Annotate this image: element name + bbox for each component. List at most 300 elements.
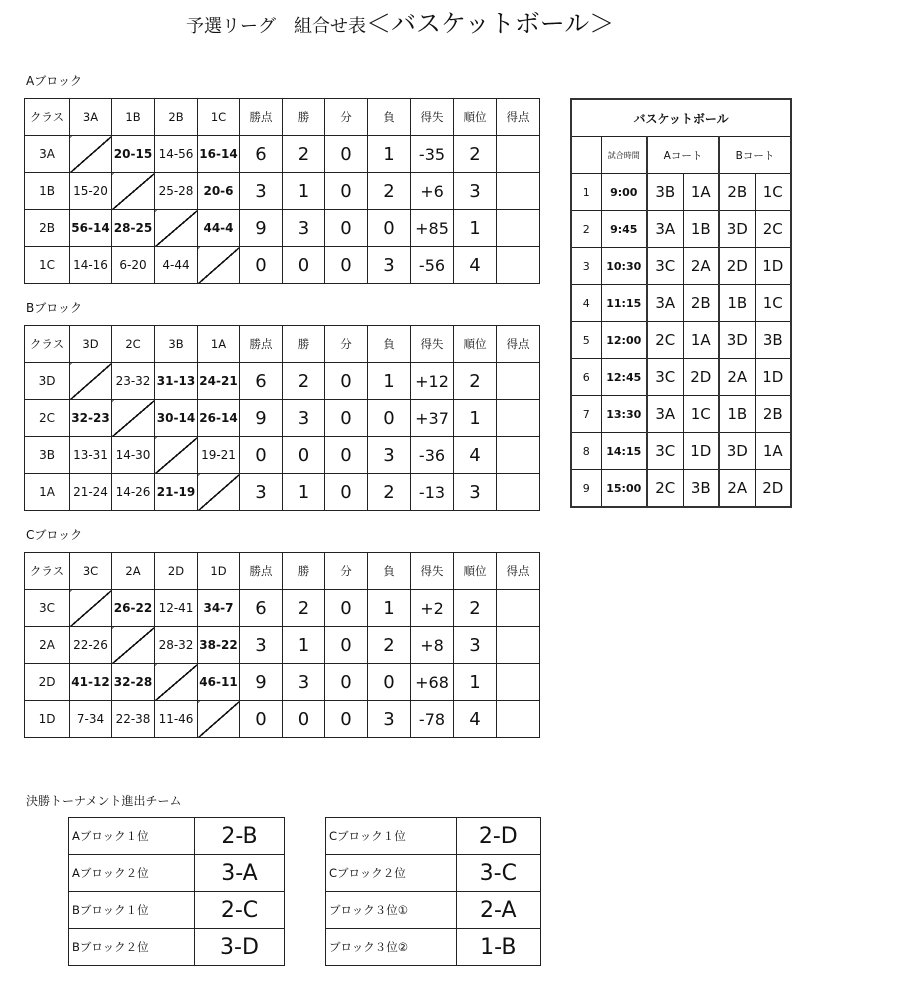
header-stat: 分 <box>325 326 368 363</box>
diff-cell: +37 <box>411 400 454 437</box>
match-score: 14-30 <box>112 437 155 474</box>
draws-cell: 0 <box>325 590 368 627</box>
score-cell <box>497 247 540 284</box>
game-number: 1 <box>571 174 601 211</box>
wins-cell: 2 <box>283 136 325 173</box>
losses-cell: 0 <box>368 400 411 437</box>
diff-cell: -35 <box>411 136 454 173</box>
row-class: 3A <box>25 136 70 173</box>
match-score: 22-26 <box>70 627 112 664</box>
header-team: 3D <box>70 326 112 363</box>
header-team: 2B <box>155 99 198 136</box>
table-row <box>25 210 540 247</box>
finals-team: 2-C <box>195 892 285 929</box>
score-cell <box>497 664 540 701</box>
court-a-team-1: 3C <box>647 248 683 285</box>
rank-cell: 3 <box>454 627 497 664</box>
losses-cell: 2 <box>368 173 411 210</box>
match-score: 25-28 <box>155 173 198 210</box>
match-score: 20-15 <box>112 136 155 173</box>
diff-cell: -56 <box>411 247 454 284</box>
draws-cell: 0 <box>325 363 368 400</box>
draws-cell: 0 <box>325 474 368 511</box>
game-time: 15:00 <box>601 470 647 508</box>
title-main: 予選リーグ 組合せ表 <box>186 16 366 37</box>
league-table <box>24 552 540 738</box>
losses-cell: 1 <box>368 590 411 627</box>
table-row <box>25 363 540 400</box>
row-class: 2A <box>25 627 70 664</box>
game-number: 8 <box>571 433 601 470</box>
diagonal-cell <box>155 664 198 701</box>
wins-cell: 2 <box>283 590 325 627</box>
game-time: 11:15 <box>601 285 647 322</box>
schedule-row <box>571 322 791 359</box>
wins-cell: 0 <box>283 247 325 284</box>
points-cell: 9 <box>240 400 283 437</box>
court-b-header: Bコート <box>719 137 791 174</box>
court-b-team-1: 2B <box>719 174 755 211</box>
table-row <box>25 173 540 210</box>
header-team: 3C <box>70 553 112 590</box>
header-team: 2A <box>112 553 155 590</box>
score-cell <box>497 590 540 627</box>
court-a-team-1: 3A <box>647 285 683 322</box>
finals-team: 2-B <box>195 818 285 855</box>
score-cell <box>497 136 540 173</box>
score-cell <box>497 400 540 437</box>
game-time: 9:00 <box>601 174 647 211</box>
diagonal-cell <box>112 627 155 664</box>
losses-cell: 3 <box>368 437 411 474</box>
header-stat: 順位 <box>454 326 497 363</box>
losses-cell: 2 <box>368 474 411 511</box>
points-cell: 3 <box>240 627 283 664</box>
diff-cell: +68 <box>411 664 454 701</box>
header-stat: 得点 <box>497 326 540 363</box>
court-b-team-2: 2D <box>755 470 791 508</box>
match-score: 7-34 <box>70 701 112 738</box>
schedule-time-header: 試合時間 <box>601 137 647 174</box>
header-stat: 勝 <box>283 99 325 136</box>
court-a-header: Aコート <box>647 137 719 174</box>
diff-cell: -78 <box>411 701 454 738</box>
wins-cell: 0 <box>283 701 325 738</box>
finals-position: Bブロック１位 <box>69 892 195 929</box>
finals-position: Bブロック２位 <box>69 929 195 966</box>
diff-cell: +85 <box>411 210 454 247</box>
wins-cell: 1 <box>283 627 325 664</box>
schedule-row <box>571 248 791 285</box>
rank-cell: 1 <box>454 664 497 701</box>
court-b-team-1: 2D <box>719 248 755 285</box>
court-a-team-2: 2D <box>683 359 719 396</box>
court-b-team-2: 3B <box>755 322 791 359</box>
match-score: 14-26 <box>112 474 155 511</box>
draws-cell: 0 <box>325 173 368 210</box>
diagonal-cell <box>70 590 112 627</box>
header-stat: 勝点 <box>240 553 283 590</box>
draws-cell: 0 <box>325 210 368 247</box>
diagonal-cell <box>112 400 155 437</box>
schedule-title-row <box>571 99 791 137</box>
finals-row <box>69 818 285 855</box>
rank-cell: 2 <box>454 136 497 173</box>
row-class: 3B <box>25 437 70 474</box>
row-class: 1A <box>25 474 70 511</box>
match-score: 31-13 <box>155 363 198 400</box>
rank-cell: 1 <box>454 400 497 437</box>
block-label: Bブロック <box>26 301 82 315</box>
schedule-row <box>571 174 791 211</box>
court-b-team-2: 1D <box>755 359 791 396</box>
header-stat: 負 <box>368 553 411 590</box>
match-score: 46-11 <box>198 664 240 701</box>
header-team: 3B <box>155 326 198 363</box>
schedule-row <box>571 396 791 433</box>
diagonal-cell <box>155 437 198 474</box>
title-sport: ＜バスケットボール＞ <box>366 9 615 38</box>
finals-row <box>69 855 285 892</box>
game-number: 3 <box>571 248 601 285</box>
game-number: 7 <box>571 396 601 433</box>
header-class: クラス <box>25 99 70 136</box>
league-header-row <box>25 326 540 363</box>
header-team: 1B <box>112 99 155 136</box>
court-b-team-1: 2A <box>719 359 755 396</box>
match-score: 21-19 <box>155 474 198 511</box>
match-score: 32-28 <box>112 664 155 701</box>
row-class: 2B <box>25 210 70 247</box>
schedule-table <box>570 98 792 508</box>
table-row <box>25 400 540 437</box>
losses-cell: 1 <box>368 363 411 400</box>
match-score: 28-32 <box>155 627 198 664</box>
match-score: 44-4 <box>198 210 240 247</box>
court-b-team-2: 2B <box>755 396 791 433</box>
finals-right-table <box>325 817 541 966</box>
diagonal-cell <box>155 210 198 247</box>
match-score: 20-6 <box>198 173 240 210</box>
wins-cell: 3 <box>283 664 325 701</box>
finals-team: 3-A <box>195 855 285 892</box>
match-score: 19-21 <box>198 437 240 474</box>
header-team: 1C <box>198 99 240 136</box>
game-number: 4 <box>571 285 601 322</box>
score-cell <box>497 701 540 738</box>
row-class: 1C <box>25 247 70 284</box>
header-stat: 負 <box>368 99 411 136</box>
match-score: 38-22 <box>198 627 240 664</box>
losses-cell: 3 <box>368 701 411 738</box>
points-cell: 0 <box>240 701 283 738</box>
table-row <box>25 136 540 173</box>
court-b-team-1: 1B <box>719 396 755 433</box>
diff-cell: +2 <box>411 590 454 627</box>
row-class: 2D <box>25 664 70 701</box>
score-cell <box>497 474 540 511</box>
header-stat: 順位 <box>454 99 497 136</box>
table-row <box>25 437 540 474</box>
wins-cell: 3 <box>283 400 325 437</box>
league-table <box>24 98 540 284</box>
diagonal-cell <box>198 701 240 738</box>
rank-cell: 3 <box>454 474 497 511</box>
match-score: 12-41 <box>155 590 198 627</box>
finals-row <box>326 818 541 855</box>
match-score: 21-24 <box>70 474 112 511</box>
match-score: 41-12 <box>70 664 112 701</box>
table-row <box>25 247 540 284</box>
finals-row <box>69 929 285 966</box>
draws-cell: 0 <box>325 437 368 474</box>
header-stat: 順位 <box>454 553 497 590</box>
court-a-team-2: 1D <box>683 433 719 470</box>
finals-position: Cブロック２位 <box>326 855 457 892</box>
header-team: 1A <box>198 326 240 363</box>
points-cell: 9 <box>240 664 283 701</box>
row-class: 2C <box>25 400 70 437</box>
match-score: 4-44 <box>155 247 198 284</box>
match-score: 22-38 <box>112 701 155 738</box>
wins-cell: 1 <box>283 474 325 511</box>
header-stat: 得点 <box>497 99 540 136</box>
court-b-team-2: 1C <box>755 174 791 211</box>
row-class: 3D <box>25 363 70 400</box>
draws-cell: 0 <box>325 664 368 701</box>
court-a-team-1: 3C <box>647 359 683 396</box>
header-class: クラス <box>25 553 70 590</box>
score-cell <box>497 173 540 210</box>
header-stat: 分 <box>325 99 368 136</box>
rank-cell: 2 <box>454 590 497 627</box>
table-row <box>25 701 540 738</box>
rank-cell: 3 <box>454 173 497 210</box>
losses-cell: 0 <box>368 664 411 701</box>
block-label: Cブロック <box>26 528 83 542</box>
match-score: 24-21 <box>198 363 240 400</box>
court-a-team-1: 3B <box>647 174 683 211</box>
header-class: クラス <box>25 326 70 363</box>
court-a-team-1: 3A <box>647 211 683 248</box>
game-time: 14:15 <box>601 433 647 470</box>
court-a-team-1: 3A <box>647 396 683 433</box>
row-class: 1D <box>25 701 70 738</box>
diagonal-cell <box>198 474 240 511</box>
rank-cell: 4 <box>454 247 497 284</box>
page-title <box>186 4 614 40</box>
header-stat: 得失 <box>411 553 454 590</box>
court-a-team-2: 1C <box>683 396 719 433</box>
draws-cell: 0 <box>325 247 368 284</box>
finals-position: ブロック３位① <box>326 892 457 929</box>
points-cell: 9 <box>240 210 283 247</box>
league-header-row <box>25 553 540 590</box>
diff-cell: -36 <box>411 437 454 474</box>
diagonal-cell <box>112 173 155 210</box>
diagonal-cell <box>70 136 112 173</box>
finals-team: 1-B <box>456 929 540 966</box>
points-cell: 6 <box>240 590 283 627</box>
losses-cell: 2 <box>368 627 411 664</box>
wins-cell: 1 <box>283 173 325 210</box>
losses-cell: 0 <box>368 210 411 247</box>
game-number: 5 <box>571 322 601 359</box>
draws-cell: 0 <box>325 701 368 738</box>
finals-team: 2-D <box>456 818 540 855</box>
points-cell: 3 <box>240 474 283 511</box>
court-b-team-1: 3D <box>719 433 755 470</box>
wins-cell: 0 <box>283 437 325 474</box>
finals-row <box>326 929 541 966</box>
match-score: 13-31 <box>70 437 112 474</box>
points-cell: 0 <box>240 437 283 474</box>
score-cell <box>497 210 540 247</box>
game-time: 10:30 <box>601 248 647 285</box>
score-cell <box>497 363 540 400</box>
match-score: 23-32 <box>112 363 155 400</box>
schedule-row <box>571 285 791 322</box>
diff-cell: +12 <box>411 363 454 400</box>
finals-position: Aブロック１位 <box>69 818 195 855</box>
match-score: 14-56 <box>155 136 198 173</box>
table-row <box>25 627 540 664</box>
points-cell: 6 <box>240 363 283 400</box>
match-score: 56-14 <box>70 210 112 247</box>
table-row <box>25 590 540 627</box>
schedule-row <box>571 211 791 248</box>
finals-team: 2-A <box>456 892 540 929</box>
diff-cell: +6 <box>411 173 454 210</box>
match-score: 14-16 <box>70 247 112 284</box>
wins-cell: 2 <box>283 363 325 400</box>
match-score: 32-23 <box>70 400 112 437</box>
league-header-row <box>25 99 540 136</box>
match-score: 16-14 <box>198 136 240 173</box>
rank-cell: 1 <box>454 210 497 247</box>
game-time: 9:45 <box>601 211 647 248</box>
schedule-row <box>571 433 791 470</box>
finals-position: Aブロック２位 <box>69 855 195 892</box>
court-a-team-1: 2C <box>647 470 683 508</box>
diagonal-cell <box>198 247 240 284</box>
header-stat: 勝点 <box>240 99 283 136</box>
finals-team: 3-D <box>195 929 285 966</box>
schedule-row <box>571 470 791 508</box>
diff-cell: +8 <box>411 627 454 664</box>
match-score: 34-7 <box>198 590 240 627</box>
finals-position: ブロック３位② <box>326 929 457 966</box>
rank-cell: 4 <box>454 701 497 738</box>
losses-cell: 3 <box>368 247 411 284</box>
court-a-team-2: 2B <box>683 285 719 322</box>
court-b-team-2: 1C <box>755 285 791 322</box>
score-cell <box>497 437 540 474</box>
court-a-team-2: 1A <box>683 322 719 359</box>
schedule-header-row <box>571 137 791 174</box>
match-score: 6-20 <box>112 247 155 284</box>
finals-row <box>326 892 541 929</box>
match-score: 15-20 <box>70 173 112 210</box>
header-stat: 分 <box>325 553 368 590</box>
finals-row <box>69 892 285 929</box>
schedule-row <box>571 359 791 396</box>
draws-cell: 0 <box>325 136 368 173</box>
draws-cell: 0 <box>325 400 368 437</box>
rank-cell: 2 <box>454 363 497 400</box>
header-stat: 負 <box>368 326 411 363</box>
diff-cell: -13 <box>411 474 454 511</box>
losses-cell: 1 <box>368 136 411 173</box>
points-cell: 0 <box>240 247 283 284</box>
game-time: 12:00 <box>601 322 647 359</box>
table-row <box>25 474 540 511</box>
match-score: 26-22 <box>112 590 155 627</box>
finals-team: 3-C <box>456 855 540 892</box>
game-time: 12:45 <box>601 359 647 396</box>
court-a-team-1: 3C <box>647 433 683 470</box>
finals-left-table <box>68 817 285 966</box>
diagonal-cell <box>70 363 112 400</box>
header-team: 3A <box>70 99 112 136</box>
score-cell <box>497 627 540 664</box>
court-b-team-2: 1D <box>755 248 791 285</box>
header-stat: 得失 <box>411 326 454 363</box>
match-score: 30-14 <box>155 400 198 437</box>
match-score: 28-25 <box>112 210 155 247</box>
finals-row <box>326 855 541 892</box>
draws-cell: 0 <box>325 627 368 664</box>
match-score: 26-14 <box>198 400 240 437</box>
block-label: Aブロック <box>26 74 82 88</box>
header-stat: 得失 <box>411 99 454 136</box>
court-b-team-1: 3D <box>719 322 755 359</box>
header-stat: 得点 <box>497 553 540 590</box>
rank-cell: 4 <box>454 437 497 474</box>
court-b-team-2: 1A <box>755 433 791 470</box>
game-number: 2 <box>571 211 601 248</box>
court-b-team-2: 2C <box>755 211 791 248</box>
header-stat: 勝 <box>283 553 325 590</box>
court-a-team-1: 2C <box>647 322 683 359</box>
court-a-team-2: 2A <box>683 248 719 285</box>
header-team: 1D <box>198 553 240 590</box>
header-stat: 勝点 <box>240 326 283 363</box>
game-number: 9 <box>571 470 601 508</box>
wins-cell: 3 <box>283 210 325 247</box>
court-a-team-2: 1B <box>683 211 719 248</box>
points-cell: 3 <box>240 173 283 210</box>
header-team: 2D <box>155 553 198 590</box>
schedule-no-header <box>571 137 601 174</box>
court-b-team-1: 3D <box>719 211 755 248</box>
court-a-team-2: 3B <box>683 470 719 508</box>
finals-position: Cブロック１位 <box>326 818 457 855</box>
court-a-team-2: 1A <box>683 174 719 211</box>
league-table <box>24 325 540 511</box>
finals-label: 決勝トーナメント進出チーム <box>26 794 182 808</box>
row-class: 1B <box>25 173 70 210</box>
game-time: 13:30 <box>601 396 647 433</box>
court-b-team-1: 2A <box>719 470 755 508</box>
game-number: 6 <box>571 359 601 396</box>
court-b-team-1: 1B <box>719 285 755 322</box>
schedule-title: バスケットボール <box>571 99 791 137</box>
header-stat: 勝 <box>283 326 325 363</box>
match-score: 11-46 <box>155 701 198 738</box>
points-cell: 6 <box>240 136 283 173</box>
row-class: 3C <box>25 590 70 627</box>
